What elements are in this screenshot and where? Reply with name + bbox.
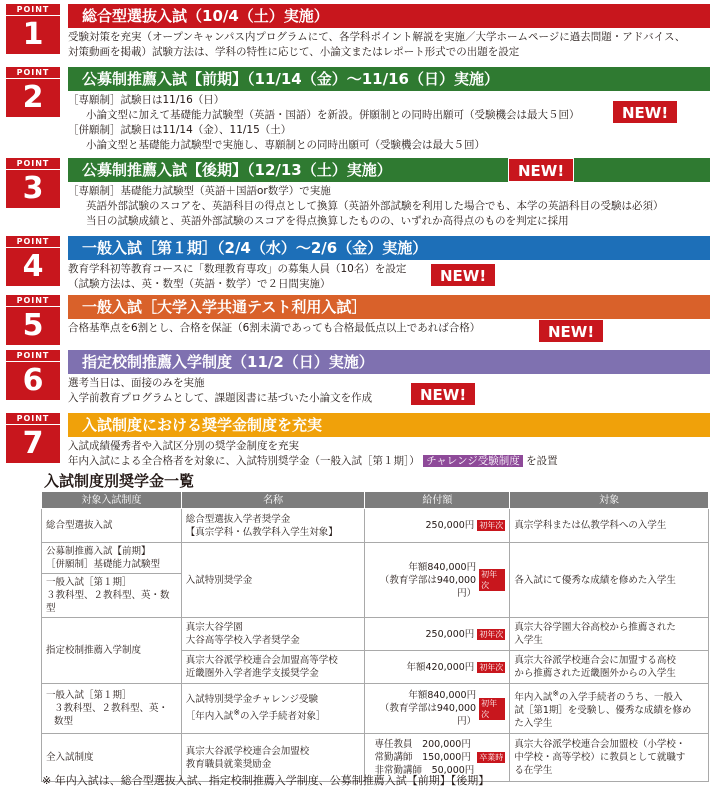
point-badge-5: POINT 5 [6, 295, 60, 345]
point-3-title: 公募制推薦入試【後期】（12/13（土）実施） [68, 158, 710, 182]
point-7-body: 入試成績優秀者や入試区分別の奨学金制度を充実 年内入試による全合格者を対象に、入試特別奨学金（一般入試［第１期］） チャレンジ受験制度 を設置 [68, 440, 558, 467]
point-4-title: 一般入試［第１期］（2/4（水）～2/6（金）実施） [68, 236, 710, 260]
point-2-title: 公募制推薦入試【前期】（11/14（金）～11/16（日）実施） [68, 67, 710, 91]
point-badge-2: POINT 2 [6, 67, 60, 117]
point-4-body: 教育学科初等教育コースに「数理教育専攻」の募集人員（10名）を設定 （試験方法は、英・数型（英語・数学）で２日間実施） [68, 263, 407, 290]
table-row: 一般入試［第１期］ ３教科型、２教科型、英・数型 [42, 574, 709, 618]
point-badge-3: POINT 3 [6, 158, 60, 208]
table-row: 公募制推薦入試【前期】 ［併願制］基礎能力試験型 入試特別奨学金 年額840,000円 （教育学部は940,000円） 初年次 各入試にて優秀な成績を修めた入学生 [42, 543, 709, 574]
new-badge-4: NEW! [430, 263, 496, 287]
scholarship-section-title: 入試制度別奨学金一覧 [44, 472, 195, 490]
point-5-body: 合格基準点を6割とし、合格を保証（6割未満であっても合格最低点以上であれば合格） [68, 322, 481, 334]
point-badge-7: POINT 7 [6, 413, 60, 463]
table-row: 全入試制度 真宗大谷派学校連合会加盟校 教育職員就業奨励金 専任教員 200,000円 常勤講師 150,000円 非常勤講師 50,000円 卒業時 真宗大谷派学校連合会加盟校（小学校・ 中学校・高等学校）に教員として就職す る在学生 [42, 734, 709, 782]
table-row: 指定校制推薦入学制度 真宗大谷学園 大谷高等学校入学者奨学金 250,000円 初年次 真宗大谷学園大谷高校から推薦された 入学生 [42, 618, 709, 651]
table-row: 一般入試［第１期］ ３教科型、２教科型、英・数型 入試特別奨学金チャレンジ受験 ［年内入試※の入学手続者対象］ 年額840,000円 （教育学部は940,000円） 初年次 年内入試※の入学手続者のうち、一般入 試［第1期］を受験し、優秀な成績を修め た入学生 [42, 684, 709, 734]
scholarship-table [41, 491, 709, 782]
new-badge-6: NEW! [410, 382, 476, 406]
point-badge-4: POINT 4 [6, 236, 60, 286]
new-badge-5: NEW! [538, 319, 604, 343]
point-1-title: 総合型選抜入試（10/4（土）実施） [68, 4, 710, 28]
point-5-title: 一般入試［大学入学共通テスト利用入試］ [68, 295, 710, 319]
point-2-body: ［専願制］試験日は11/16（日） 小論文型に加えて基礎能力試験型（英語・国語）を新設。併願制との同時出願可（受験機会は最大５回） ［併願制］試験日は11/14（金）、11/15（土） 小論文型と基礎能力試験型で実施し、専願制との同時出願可（受験機会は最大５回） [68, 94, 580, 151]
point-1-body: 受験対策を充実（オープンキャンパス内プログラムにて、各学科ポイント解説を実施／大学ホームページに過去問題・アドバイス、 対策動画を掲載）試験方法は、学科の特性に応じて、小論文またはレポート形式での出題を設定 [68, 31, 686, 58]
point-badge-6: POINT 6 [6, 350, 60, 400]
new-badge-2: NEW! [612, 100, 678, 124]
new-badge-3: NEW! [508, 158, 574, 182]
point-6-title: 指定校制推薦入学制度（11/2（日）実施） [68, 350, 710, 374]
table-header-row: 対象入試制度 名称 給付額 対象 [42, 492, 709, 509]
table-row: 真宗大谷派学校連合会加盟高等学校 近畿圏外入学者進学支援奨学金 年額420,000円 初年次 真宗大谷派学校連合会に加盟する高校 から推薦された近畿圏外からの入学生 [42, 651, 709, 684]
challenge-exam-tag: チャレンジ受験制度 [423, 455, 523, 467]
point-6-body: 選考当日は、面接のみを実施 入学前教育プログラムとして、課題図書に基づいた小論文を作成 [68, 377, 373, 404]
point-badge-1: POINT 1 [6, 4, 60, 54]
point-7-title: 入試制度における奨学金制度を充実 [68, 413, 710, 437]
footnote: ※ 年内入試は、総合型選抜入試、指定校制推薦入学制度、公募制推薦入試【前期】【後期】 [42, 774, 490, 787]
point-3-body: ［専願制］基礎能力試験型（英語＋国語or数学）で実施 英語外部試験のスコアを、英語科目の得点として換算（英語外部試験を利用した場合でも、本学の英語科目の受験は必須） 当日の試験成績と、英語外部試験のスコアを得点換算したものの、いずれか高得点のものを判定に採用 [68, 185, 664, 227]
table-row: 総合型選抜入試 総合型選抜入学者奨学金 【真宗学科・仏教学科入学生対象】 250,000円 初年次 真宗学科または仏教学科への入学生 [42, 509, 709, 543]
